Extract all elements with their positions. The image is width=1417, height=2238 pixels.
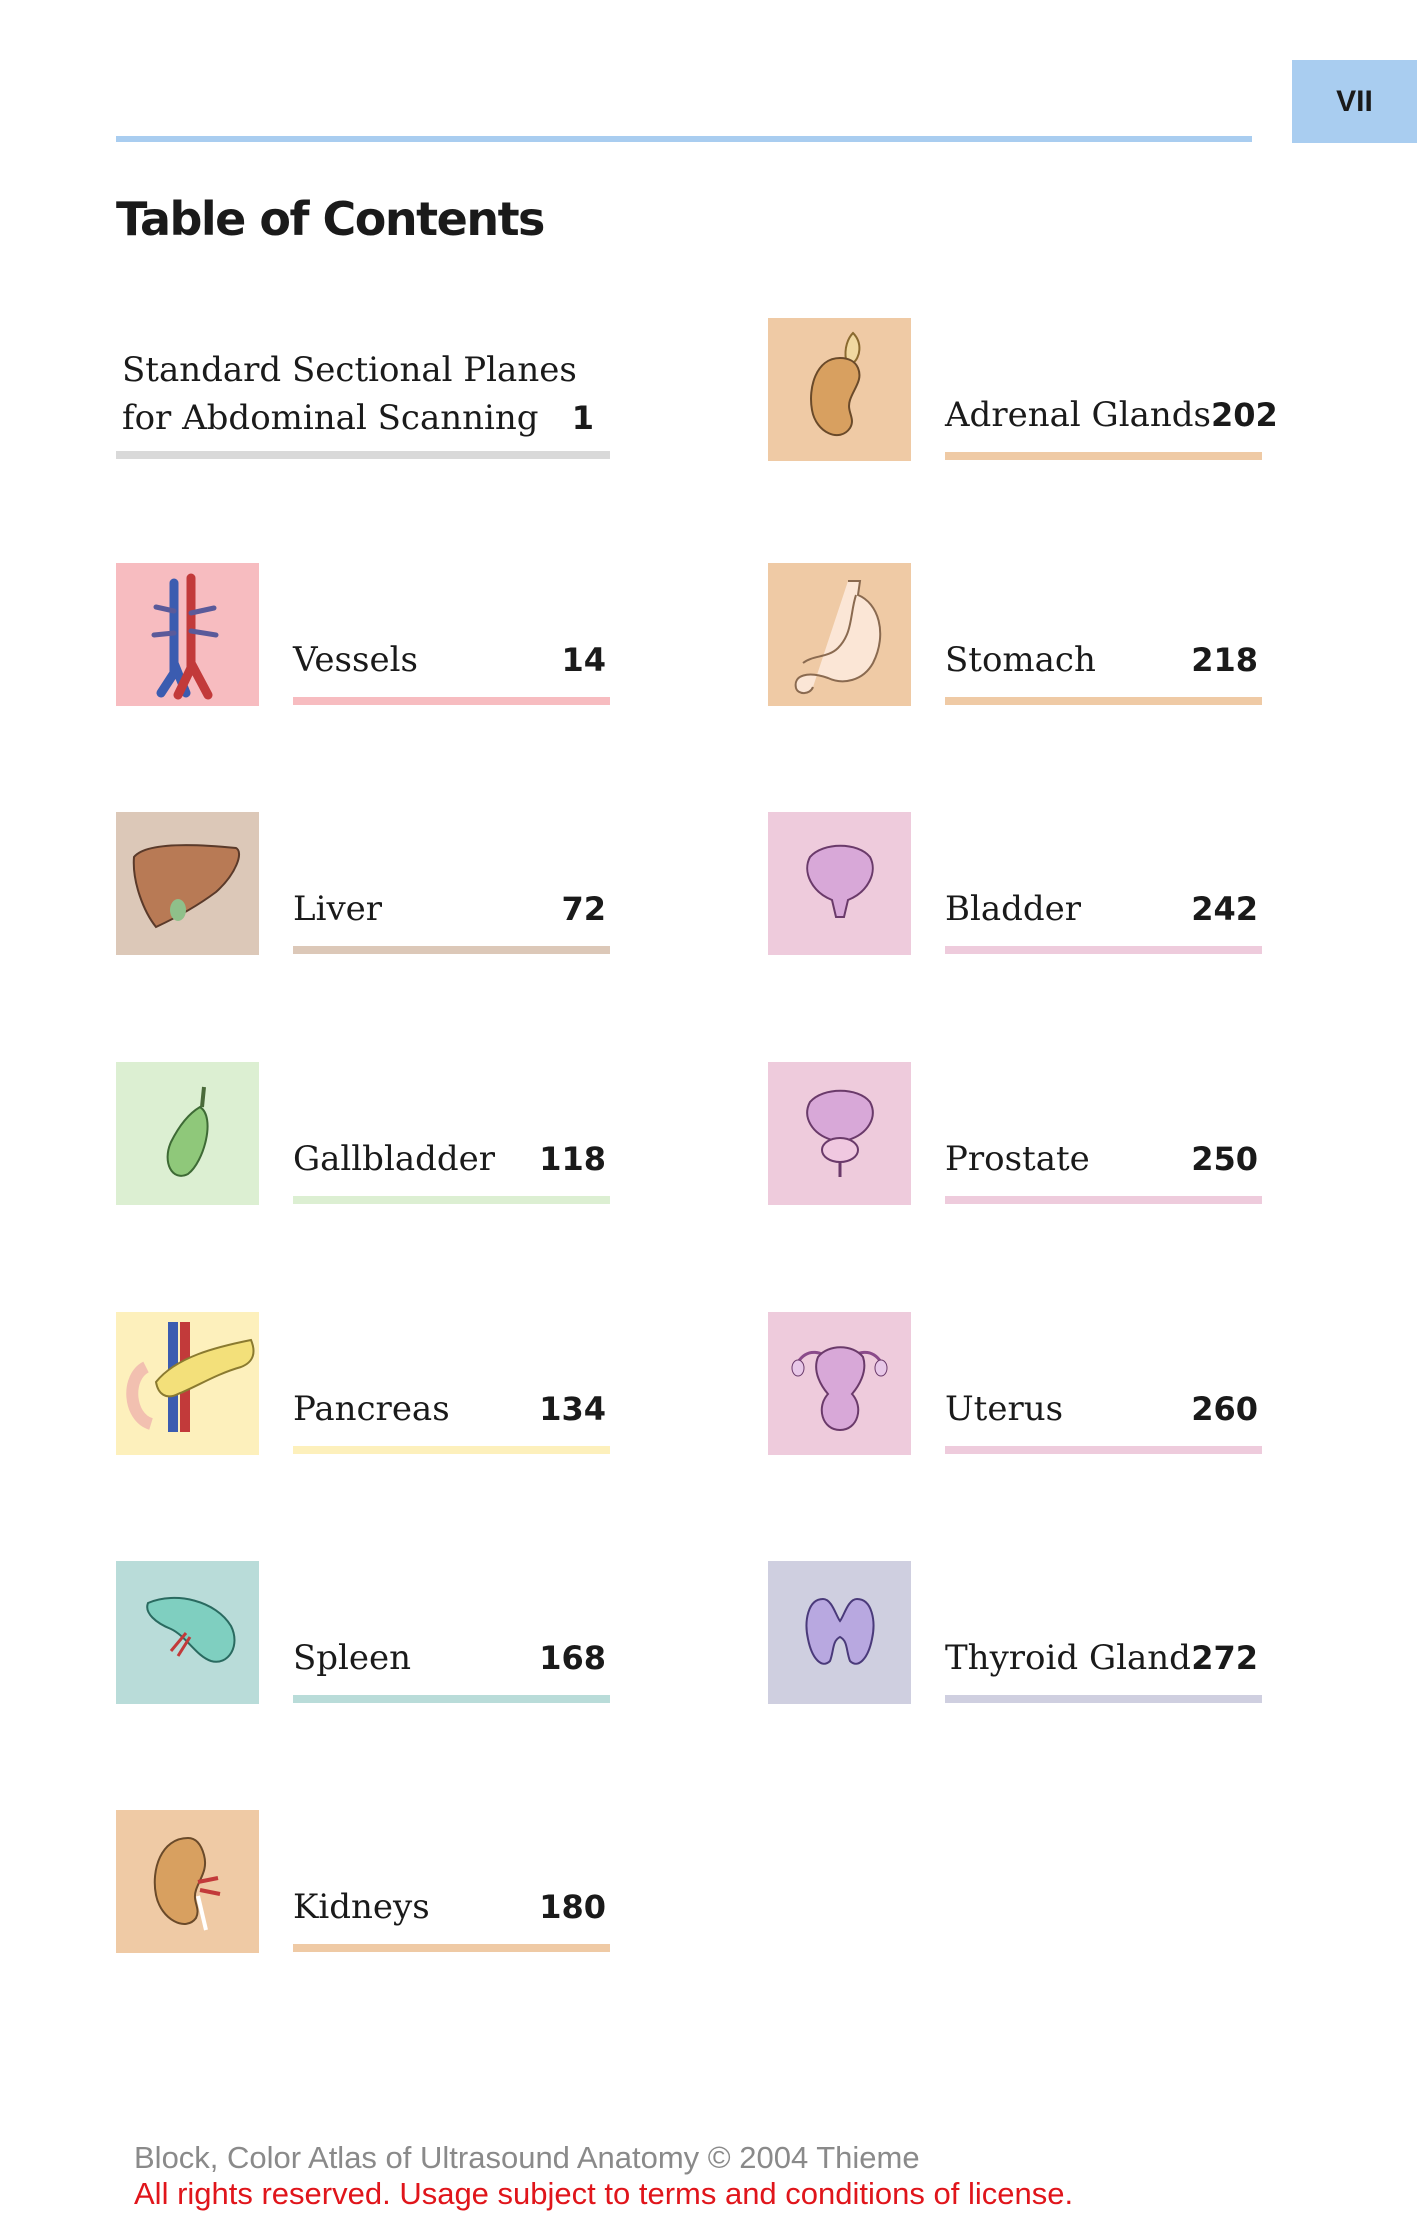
thyroid-icon xyxy=(768,1561,911,1704)
toc-underline xyxy=(293,1446,610,1454)
thumb-thyroid-gland xyxy=(768,1561,911,1704)
toc-page-number: 250 xyxy=(1191,1140,1258,1178)
page-title: Table of Contents xyxy=(116,192,544,246)
page-number: VII xyxy=(1336,84,1373,118)
thumb-pancreas xyxy=(116,1312,259,1455)
toc-label: Kidneys xyxy=(293,1887,430,1927)
toc-label: Prostate xyxy=(945,1139,1090,1179)
toc-entry-uterus[interactable] xyxy=(768,1312,1268,1457)
thumb-vessels xyxy=(116,563,259,706)
toc-underline xyxy=(293,697,610,705)
toc-underline xyxy=(116,451,610,459)
toc-page-number: 202 xyxy=(1210,396,1278,434)
thumb-adrenal-glands xyxy=(768,318,911,461)
thumb-spleen xyxy=(116,1561,259,1704)
toc-page-number: 72 xyxy=(561,890,606,928)
bladder-icon xyxy=(768,812,911,955)
toc-entry-standard-planes[interactable] xyxy=(116,318,616,463)
header-rule xyxy=(116,136,1252,142)
toc-underline xyxy=(293,1695,610,1703)
toc-page-number: 134 xyxy=(539,1390,606,1428)
toc-entry-thyroid-gland[interactable] xyxy=(768,1561,1268,1706)
toc-entry-spleen[interactable] xyxy=(116,1561,616,1706)
toc-label-line1: Standard Sectional Planes xyxy=(122,350,577,390)
toc-entry-kidneys[interactable] xyxy=(116,1810,616,1955)
pancreas-icon xyxy=(116,1312,259,1455)
toc-page-number: 242 xyxy=(1191,890,1258,928)
toc-underline xyxy=(293,946,610,954)
toc-entry-gallbladder[interactable] xyxy=(116,1062,616,1207)
toc-underline xyxy=(945,1446,1262,1454)
toc-entry-stomach[interactable] xyxy=(768,563,1268,708)
toc-page-number: 272 xyxy=(1191,1639,1258,1677)
gallbladder-icon xyxy=(116,1062,259,1205)
toc-underline xyxy=(945,946,1262,954)
uterus-icon xyxy=(768,1312,911,1455)
thumb-stomach xyxy=(768,563,911,706)
toc-label: Thyroid Gland xyxy=(945,1638,1191,1678)
thumb-gallbladder xyxy=(116,1062,259,1205)
toc-label: Stomach xyxy=(945,640,1096,680)
toc-label: Vessels xyxy=(293,640,418,680)
thumb-uterus xyxy=(768,1312,911,1455)
toc-page-number: 218 xyxy=(1191,641,1258,679)
toc-underline xyxy=(945,1196,1262,1204)
toc-label: Pancreas xyxy=(293,1389,450,1429)
toc-entry-pancreas[interactable] xyxy=(116,1312,616,1457)
toc-label: Bladder xyxy=(945,889,1082,929)
toc-entry-bladder[interactable] xyxy=(768,812,1268,957)
toc-label: Gallbladder xyxy=(293,1139,495,1179)
toc-entry-adrenal-glands[interactable] xyxy=(768,318,1278,463)
toc-label: Liver xyxy=(293,889,383,929)
toc-page-number: 14 xyxy=(561,641,606,679)
footer xyxy=(134,2140,1073,2212)
prostate-icon xyxy=(768,1062,911,1205)
toc-page-number: 118 xyxy=(539,1140,606,1178)
toc-underline xyxy=(293,1196,610,1204)
spleen-icon xyxy=(116,1561,259,1704)
thumb-kidneys xyxy=(116,1810,259,1953)
toc-entry-liver[interactable] xyxy=(116,812,616,957)
toc-page-number: 1 xyxy=(571,399,594,437)
page-number-tab xyxy=(1292,60,1417,143)
liver-icon xyxy=(116,812,259,955)
toc-page-number: 260 xyxy=(1191,1390,1258,1428)
toc-underline xyxy=(293,1944,610,1952)
toc-entry-vessels[interactable] xyxy=(116,563,616,708)
toc-label: Spleen xyxy=(293,1638,412,1678)
thumb-liver xyxy=(116,812,259,955)
kidney-icon xyxy=(116,1810,259,1953)
license-line: All rights reserved. Usage subject to terms and conditions of license. xyxy=(134,2176,1074,2211)
toc-underline xyxy=(945,697,1262,705)
stomach-icon xyxy=(768,563,911,706)
toc-underline xyxy=(945,452,1262,460)
toc-page-number: 180 xyxy=(539,1888,606,1926)
toc-label-line2: for Abdominal Scanning xyxy=(122,398,539,438)
copyright-line: Block, Color Atlas of Ultrasound Anatomy © 2004 Thieme xyxy=(134,2140,920,2175)
thumb-prostate xyxy=(768,1062,911,1205)
thumb-bladder xyxy=(768,812,911,955)
vessels-icon xyxy=(116,563,259,706)
toc-label: Adrenal Glands xyxy=(945,395,1211,435)
toc-label: Uterus xyxy=(945,1389,1064,1429)
toc-entry-prostate[interactable] xyxy=(768,1062,1268,1207)
toc-page-number: 168 xyxy=(539,1639,606,1677)
adrenal-gland-icon xyxy=(768,318,911,461)
toc-underline xyxy=(945,1695,1262,1703)
